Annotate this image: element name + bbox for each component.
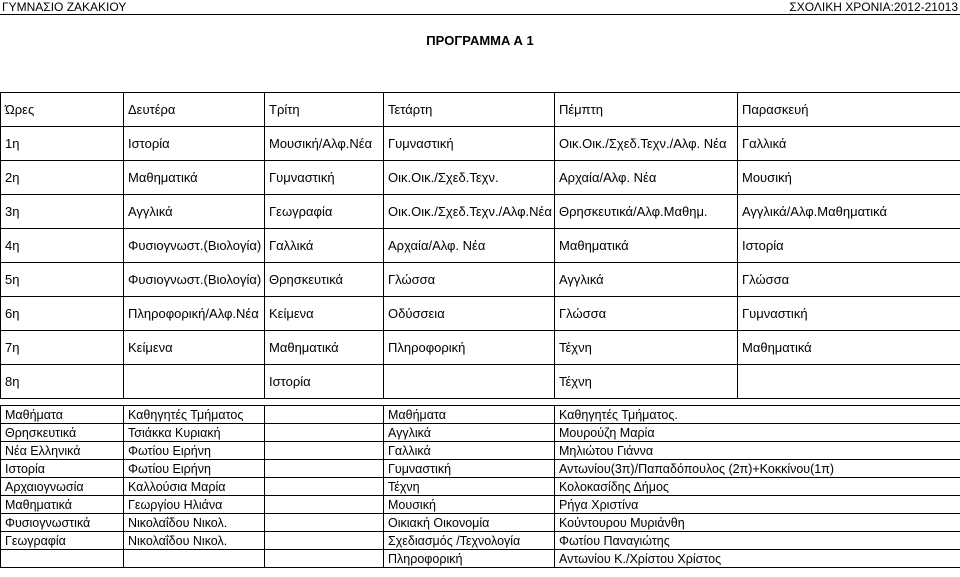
teacher-row [1,478,960,496]
lesson-cell: Γυμναστική [384,127,555,161]
period-cell: 7η [1,331,124,365]
subject-cell: Αγγλικά [384,424,555,442]
spacer-cell [265,442,384,460]
teachers-table [0,405,960,568]
teacher-row [1,550,960,568]
teacher-cell: Μουρούζη Μαρία [555,424,960,442]
lesson-cell: Γλώσσα [738,263,960,297]
lesson-cell: Φυσιογνωστ.(Βιολογία) [124,263,265,297]
teacher-cell: Κολοκασίδης Δήμος [555,478,960,496]
lesson-cell: Οικ.Οικ./Σχεδ.Τεχν. [384,161,555,195]
schedule-header-cell: Πέμπτη [555,93,738,127]
spacer-cell [265,514,384,532]
lesson-cell: Γυμναστική [738,297,960,331]
lesson-cell [738,365,960,399]
lesson-cell: Ιστορία [124,127,265,161]
teacher-cell: Νικολαΐδου Νικολ. [124,514,265,532]
teacher-row [1,532,960,550]
lesson-cell [124,365,265,399]
schedule-header-cell: Τετάρτη [384,93,555,127]
spacer-cell [265,406,384,424]
schedule-table [0,92,960,399]
schedule-header-cell: Ώρες [1,93,124,127]
lesson-cell: Μαθηματικά [738,331,960,365]
lesson-cell: Οικ.Οικ./Σχεδ.Τεχν./Αλφ. Νέα [555,127,738,161]
lesson-cell: Πληροφορική [384,331,555,365]
schedule-row [1,297,960,331]
school-year: ΣΧΟΛΙΚΗ ΧΡΟΝΙΑ:2012-21013 [789,0,958,14]
schedule-row [1,263,960,297]
subject-cell: Φυσιογνωστικά [1,514,124,532]
subject-cell: Πληροφορική [384,550,555,568]
period-cell: 6η [1,297,124,331]
teacher-cell: Ρήγα Χριστίνα [555,496,960,514]
schedule-row [1,365,960,399]
teacher-cell [124,550,265,568]
schedule-header-cell: Τρίτη [265,93,384,127]
teacher-row [1,460,960,478]
teacher-row [1,424,960,442]
lesson-cell: Αγγλικά/Αλφ.Μαθηματικά [738,195,960,229]
subject-cell: Τέχνη [384,478,555,496]
lesson-cell: Γεωγραφία [265,195,384,229]
subject-cell: Γεωγραφία [1,532,124,550]
lesson-cell: Μαθηματικά [124,161,265,195]
schedule-row [1,161,960,195]
lesson-cell: Μουσική [738,161,960,195]
spacer-cell [265,532,384,550]
period-cell: 1η [1,127,124,161]
teacher-cell: Γεωργίου Ηλιάνα [124,496,265,514]
lesson-cell: Κείμενα [124,331,265,365]
subject-cell: Μουσική [384,496,555,514]
lesson-cell: Αρχαία/Αλφ. Νέα [384,229,555,263]
subject-cell: Σχεδιασμός /Τεχνολογία [384,532,555,550]
schedule-row [1,195,960,229]
lesson-cell: Αγγλικά [555,263,738,297]
subject-cell: Μαθήματα [384,406,555,424]
lesson-cell: Μουσική/Αλφ.Νέα [265,127,384,161]
subject-cell: Θρησκευτικά [1,424,124,442]
lesson-cell: Γαλλικά [265,229,384,263]
spacer-cell [265,424,384,442]
period-cell: 8η [1,365,124,399]
lesson-cell: Γαλλικά [738,127,960,161]
lesson-cell: Θρησκευτικά [265,263,384,297]
schedule-header-row [1,93,960,127]
teacher-cell: Καθηγητές Τμήματος. [555,406,960,424]
spacer-cell [265,550,384,568]
teacher-cell: Τσιάκκα Κυριακή [124,424,265,442]
teacher-cell: Φωτίου Ειρήνη [124,442,265,460]
lesson-cell: Θρησκευτικά/Αλφ.Μαθημ. [555,195,738,229]
lesson-cell: Φυσιογνωστ.(Βιολογία) [124,229,265,263]
teacher-row [1,406,960,424]
lesson-cell: Γυμναστική [265,161,384,195]
page-title: ΠΡΟΓΡΑΜΜΑ Α 1 [426,33,534,48]
teacher-cell: Κούντουρου Μυριάνθη [555,514,960,532]
schedule-header-cell: Δευτέρα [124,93,265,127]
schedule-row [1,127,960,161]
spacer-cell [265,460,384,478]
schedule-header-cell: Παρασκευή [738,93,960,127]
lesson-cell: Μαθηματικά [555,229,738,263]
lesson-cell: Πληροφορική/Αλφ.Νέα [124,297,265,331]
subject-cell: Μαθηματικά [1,496,124,514]
subject-cell: Γαλλικά [384,442,555,460]
header-divider [0,14,960,15]
teacher-cell: Καλλούσια Μαρία [124,478,265,496]
period-cell: 3η [1,195,124,229]
spacer-cell [265,478,384,496]
schedule-row [1,331,960,365]
subject-cell [1,550,124,568]
lesson-cell: Αγγλικά [124,195,265,229]
lesson-cell: Οικ.Οικ./Σχεδ.Τεχν./Αλφ.Νέα [384,195,555,229]
teacher-cell: Αντωνίου(3π)/Παπαδόπουλος (2π)+Κοκκίνου(1π) [555,460,960,478]
subject-cell: Ιστορία [1,460,124,478]
teacher-row [1,496,960,514]
teacher-cell: Μηλιώτου Γιάννα [555,442,960,460]
subject-cell: Αρχαιογνωσία [1,478,124,496]
teacher-cell: Νικολαΐδου Νικολ. [124,532,265,550]
subject-cell: Νέα Ελληνικά [1,442,124,460]
subject-cell: Οικιακή Οικονομία [384,514,555,532]
subject-cell: Γυμναστική [384,460,555,478]
teacher-cell: Φωτίου Παναγιώτης [555,532,960,550]
lesson-cell: Τέχνη [555,365,738,399]
period-cell: 2η [1,161,124,195]
teacher-row [1,442,960,460]
teacher-cell: Καθηγητές Τμήματος [124,406,265,424]
lesson-cell: Γλώσσα [384,263,555,297]
period-cell: 5η [1,263,124,297]
lesson-cell: Ιστορία [265,365,384,399]
teacher-row [1,514,960,532]
lesson-cell: Τέχνη [555,331,738,365]
lesson-cell: Οδύσσεια [384,297,555,331]
spacer-cell [265,496,384,514]
subject-cell: Μαθήματα [1,406,124,424]
school-name: ΓΥΜΝΑΣΙΟ ΖΑΚΑΚΙΟΥ [2,0,127,14]
lesson-cell: Γλώσσα [555,297,738,331]
lesson-cell: Κείμενα [265,297,384,331]
teacher-cell: Αντωνίου Κ./Χρίστου Χρίστος [555,550,960,568]
lesson-cell [384,365,555,399]
period-cell: 4η [1,229,124,263]
teacher-cell: Φωτίου Ειρήνη [124,460,265,478]
lesson-cell: Αρχαία/Αλφ. Νέα [555,161,738,195]
schedule-row [1,229,960,263]
lesson-cell: Μαθηματικά [265,331,384,365]
lesson-cell: Ιστορία [738,229,960,263]
